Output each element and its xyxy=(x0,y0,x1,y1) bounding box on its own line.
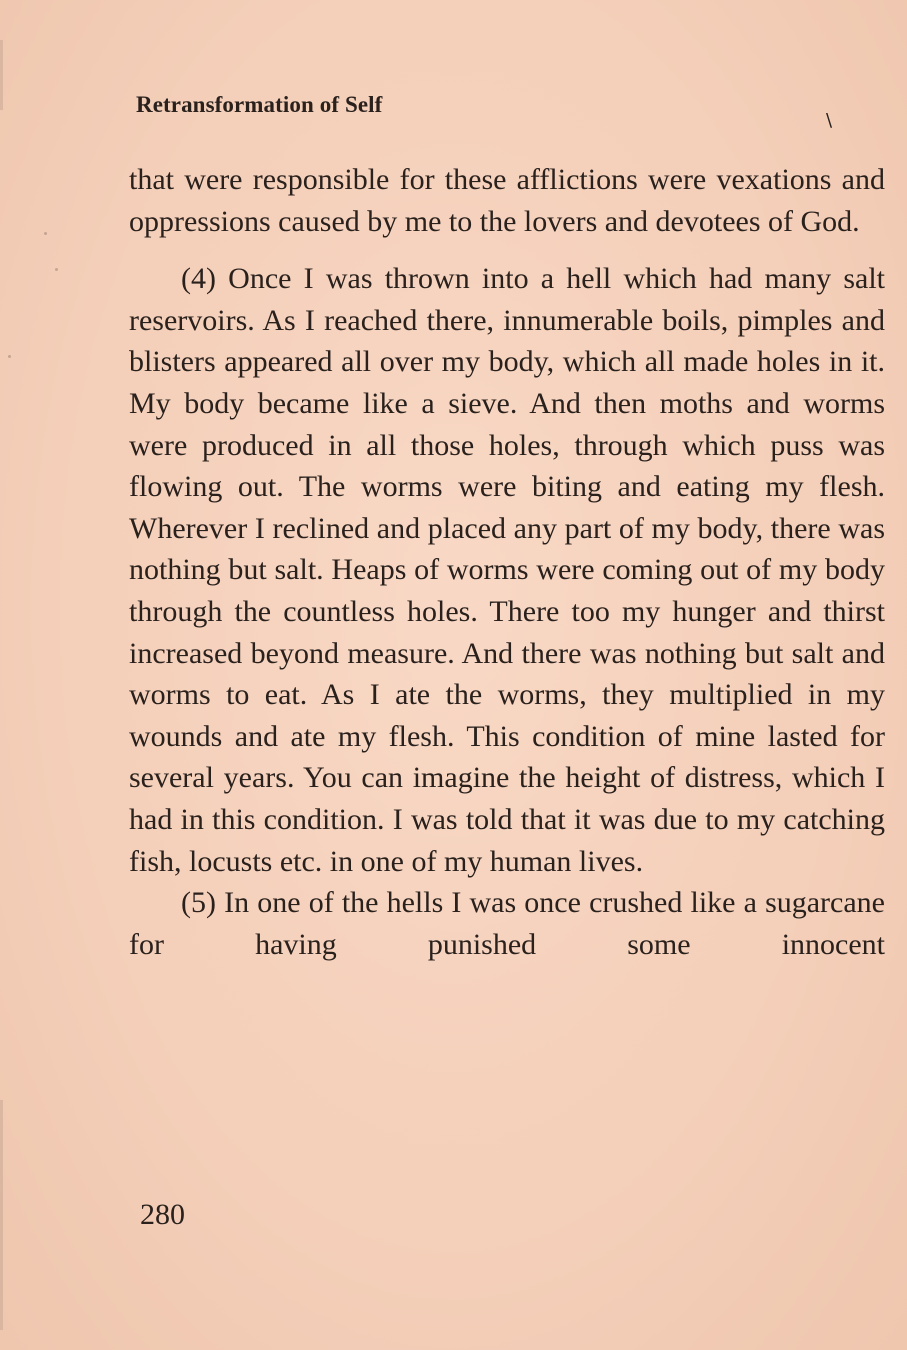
corner-mark: \ xyxy=(826,110,833,131)
running-title: Retransformation of Self xyxy=(136,92,383,117)
page-edge-mark xyxy=(0,40,3,110)
paragraph-5: (5) In one of the hells I was once crushed like a sugarcane for having punished some innocent xyxy=(129,886,885,961)
paper-speck xyxy=(8,355,11,358)
paper-speck xyxy=(55,268,58,271)
body-text xyxy=(129,159,885,965)
paragraph-4: (4) Once I was thrown into a hell which had many salt reservoirs. As I reached there, innumerable boils, pimples and blisters appeared all over my body, which all made holes in it. My body became like a sieve. And then moths and worms were produced in all those holes, through which puss was flowing out. The worms were biting and eating my flesh. Wherever I reclined and placed any part of my body, there was nothing but salt. Heaps of worms were coming out of my body through the countless holes. There too my hunger and thirst increased beyond measure. And there was nothing but salt and worms to eat. As I ate the worms, they multiplied in my wounds and ate my flesh. This condition of mine lasted for several years. You can imagine the height of distress, which I had in this condition. I was told that it was due to my catching fish, locusts etc. in one of my human lives. xyxy=(129,262,885,878)
paper-speck xyxy=(44,232,47,235)
paragraph-continuation: that were responsible for these afflictions were vexations and oppressions caused by me to the lovers and devotees of God. xyxy=(129,163,885,238)
page-number: 280 xyxy=(140,1198,185,1231)
page-edge-mark xyxy=(0,1100,3,1330)
